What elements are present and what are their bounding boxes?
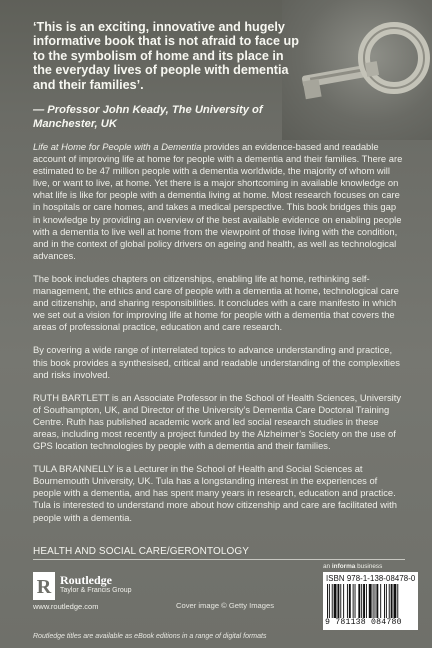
barcode-bar: [361, 584, 362, 618]
barcode-number: 9 781138 084780: [325, 618, 402, 627]
barcode-bar: [375, 584, 376, 618]
barcode-bar: [384, 584, 385, 618]
routledge-logo-icon: [33, 572, 55, 600]
publisher-group: Taylor & Francis Group: [60, 587, 132, 594]
ebook-note: Routledge titles are available as eBook editions in a range of digital formats: [33, 633, 267, 640]
informa-tagline: [323, 563, 382, 570]
barcode-bar: [369, 584, 372, 618]
barcode-bar: [386, 584, 387, 618]
barcode-bar: [337, 584, 339, 618]
barcode-bar: [329, 584, 330, 618]
publisher-block: [33, 572, 153, 612]
blurb-p1-rest: provides an evidence-based and readable account of improving life at home for people with a dementia and their families. There are estimated to be 47 million people with a dementia worldwide, the majority of whom will live, or want to live, at home. Yet there is a major shortcoming in available knowledge on what life is like for people with a dementia living at home. Most research focuses on care in hospitals or care homes, and takes a medical perspective. This book bridges this gap in knowledge by providing an overview of the best available evidence on enabling people with a dementia to live well at home from the viewpoint of those living with the condition, and in the context of global policy drivers on ageing and health, as well as technological advances.: [33, 141, 403, 261]
barcode-bar: [355, 584, 356, 618]
blurb-paragraph-1: [33, 141, 405, 262]
barcode-bar: [340, 584, 341, 618]
barcode-icon: [327, 584, 414, 618]
barcode-bar: [347, 584, 348, 618]
informa-brand: informa: [331, 563, 356, 570]
barcode-bar: [391, 584, 393, 618]
barcode-bar: [389, 584, 390, 618]
barcode-bar: [349, 584, 351, 618]
barcode-bar: [366, 584, 367, 618]
barcode-bar: [397, 584, 398, 618]
blurb-paragraph-2: The book includes chapters on citizenships, enabling life at home, rethinking self-management, the ethics and care of people with a dementia at home, technological care and citizenship, and sharing responsibilities. It concludes with a care manifesto in which we set out a vision for improving life at home for people with a dementia that covers the areas of professional practice, education and care research.: [33, 272, 399, 333]
divider: [33, 559, 405, 560]
author-bio-bartlett: RUTH BARTLETT is an Associate Professor in the School of Health Sciences, University of Southampton, UK, and Director of the University’s Dementia Care Doctoral Training Centre. Ruth has published academic work and led social research studies in these areas, including most recently a project funded by the Alzheimer’s Society on the use of GPS location technologies by people with a dementia and their families.: [33, 391, 402, 452]
quote-attribution: — Professor John Keady, The University of Manchester, UK: [33, 104, 263, 130]
book-title-inline: Life at Home for People with a Dementia: [33, 141, 202, 152]
barcode-bar: [327, 584, 328, 618]
endorsement-quote: ‘This is an exciting, innovative and hugely informative book that is not afraid to face up to the symbolism of home and its place in the everyday lives of people with dementia and their families’.: [33, 20, 299, 92]
barcode-bar: [332, 584, 333, 618]
svg-text:R: R: [36, 576, 52, 598]
barcode-bar: [363, 584, 365, 618]
blurb: [33, 141, 405, 535]
informa-suffix: business: [355, 563, 383, 570]
barcode-bar: [358, 584, 360, 618]
isbn-text: ISBN 978-1-138-08478-0: [326, 574, 416, 583]
publisher-url: www.routledge.com: [33, 602, 99, 611]
publisher-name: Routledge: [60, 573, 112, 587]
barcode-bar: [353, 584, 354, 618]
cover-image-credit: Cover image © Getty Images: [176, 601, 275, 610]
informa-prefix: an: [323, 563, 332, 570]
barcode-bar: [334, 584, 337, 618]
barcode-bar: [343, 584, 344, 618]
barcode-bar: [394, 584, 397, 618]
barcode-bar: [380, 584, 381, 618]
blurb-paragraph-3: By covering a wide range of interrelated topics to advance understanding and practice, this book provides a synthesised, critical and readable understanding of the complexities and risks involved.: [33, 344, 400, 380]
barcode-bar: [376, 584, 378, 618]
barcode-bar: [373, 584, 374, 618]
subject-category: HEALTH AND SOCIAL CARE/GERONTOLOGY: [33, 546, 250, 557]
barcode-box: [323, 572, 418, 630]
author-bio-brannelly: TULA BRANNELLY is a Lecturer in the School of Health and Social Sciences at Bournemouth University, UK. Tula has a longstanding interest in the experiences of people with a dementia, and has spent many years in research, education and practice. Tula is interested to understand more about how citizenship and care are facilitated with people with a dementia.: [33, 463, 397, 523]
